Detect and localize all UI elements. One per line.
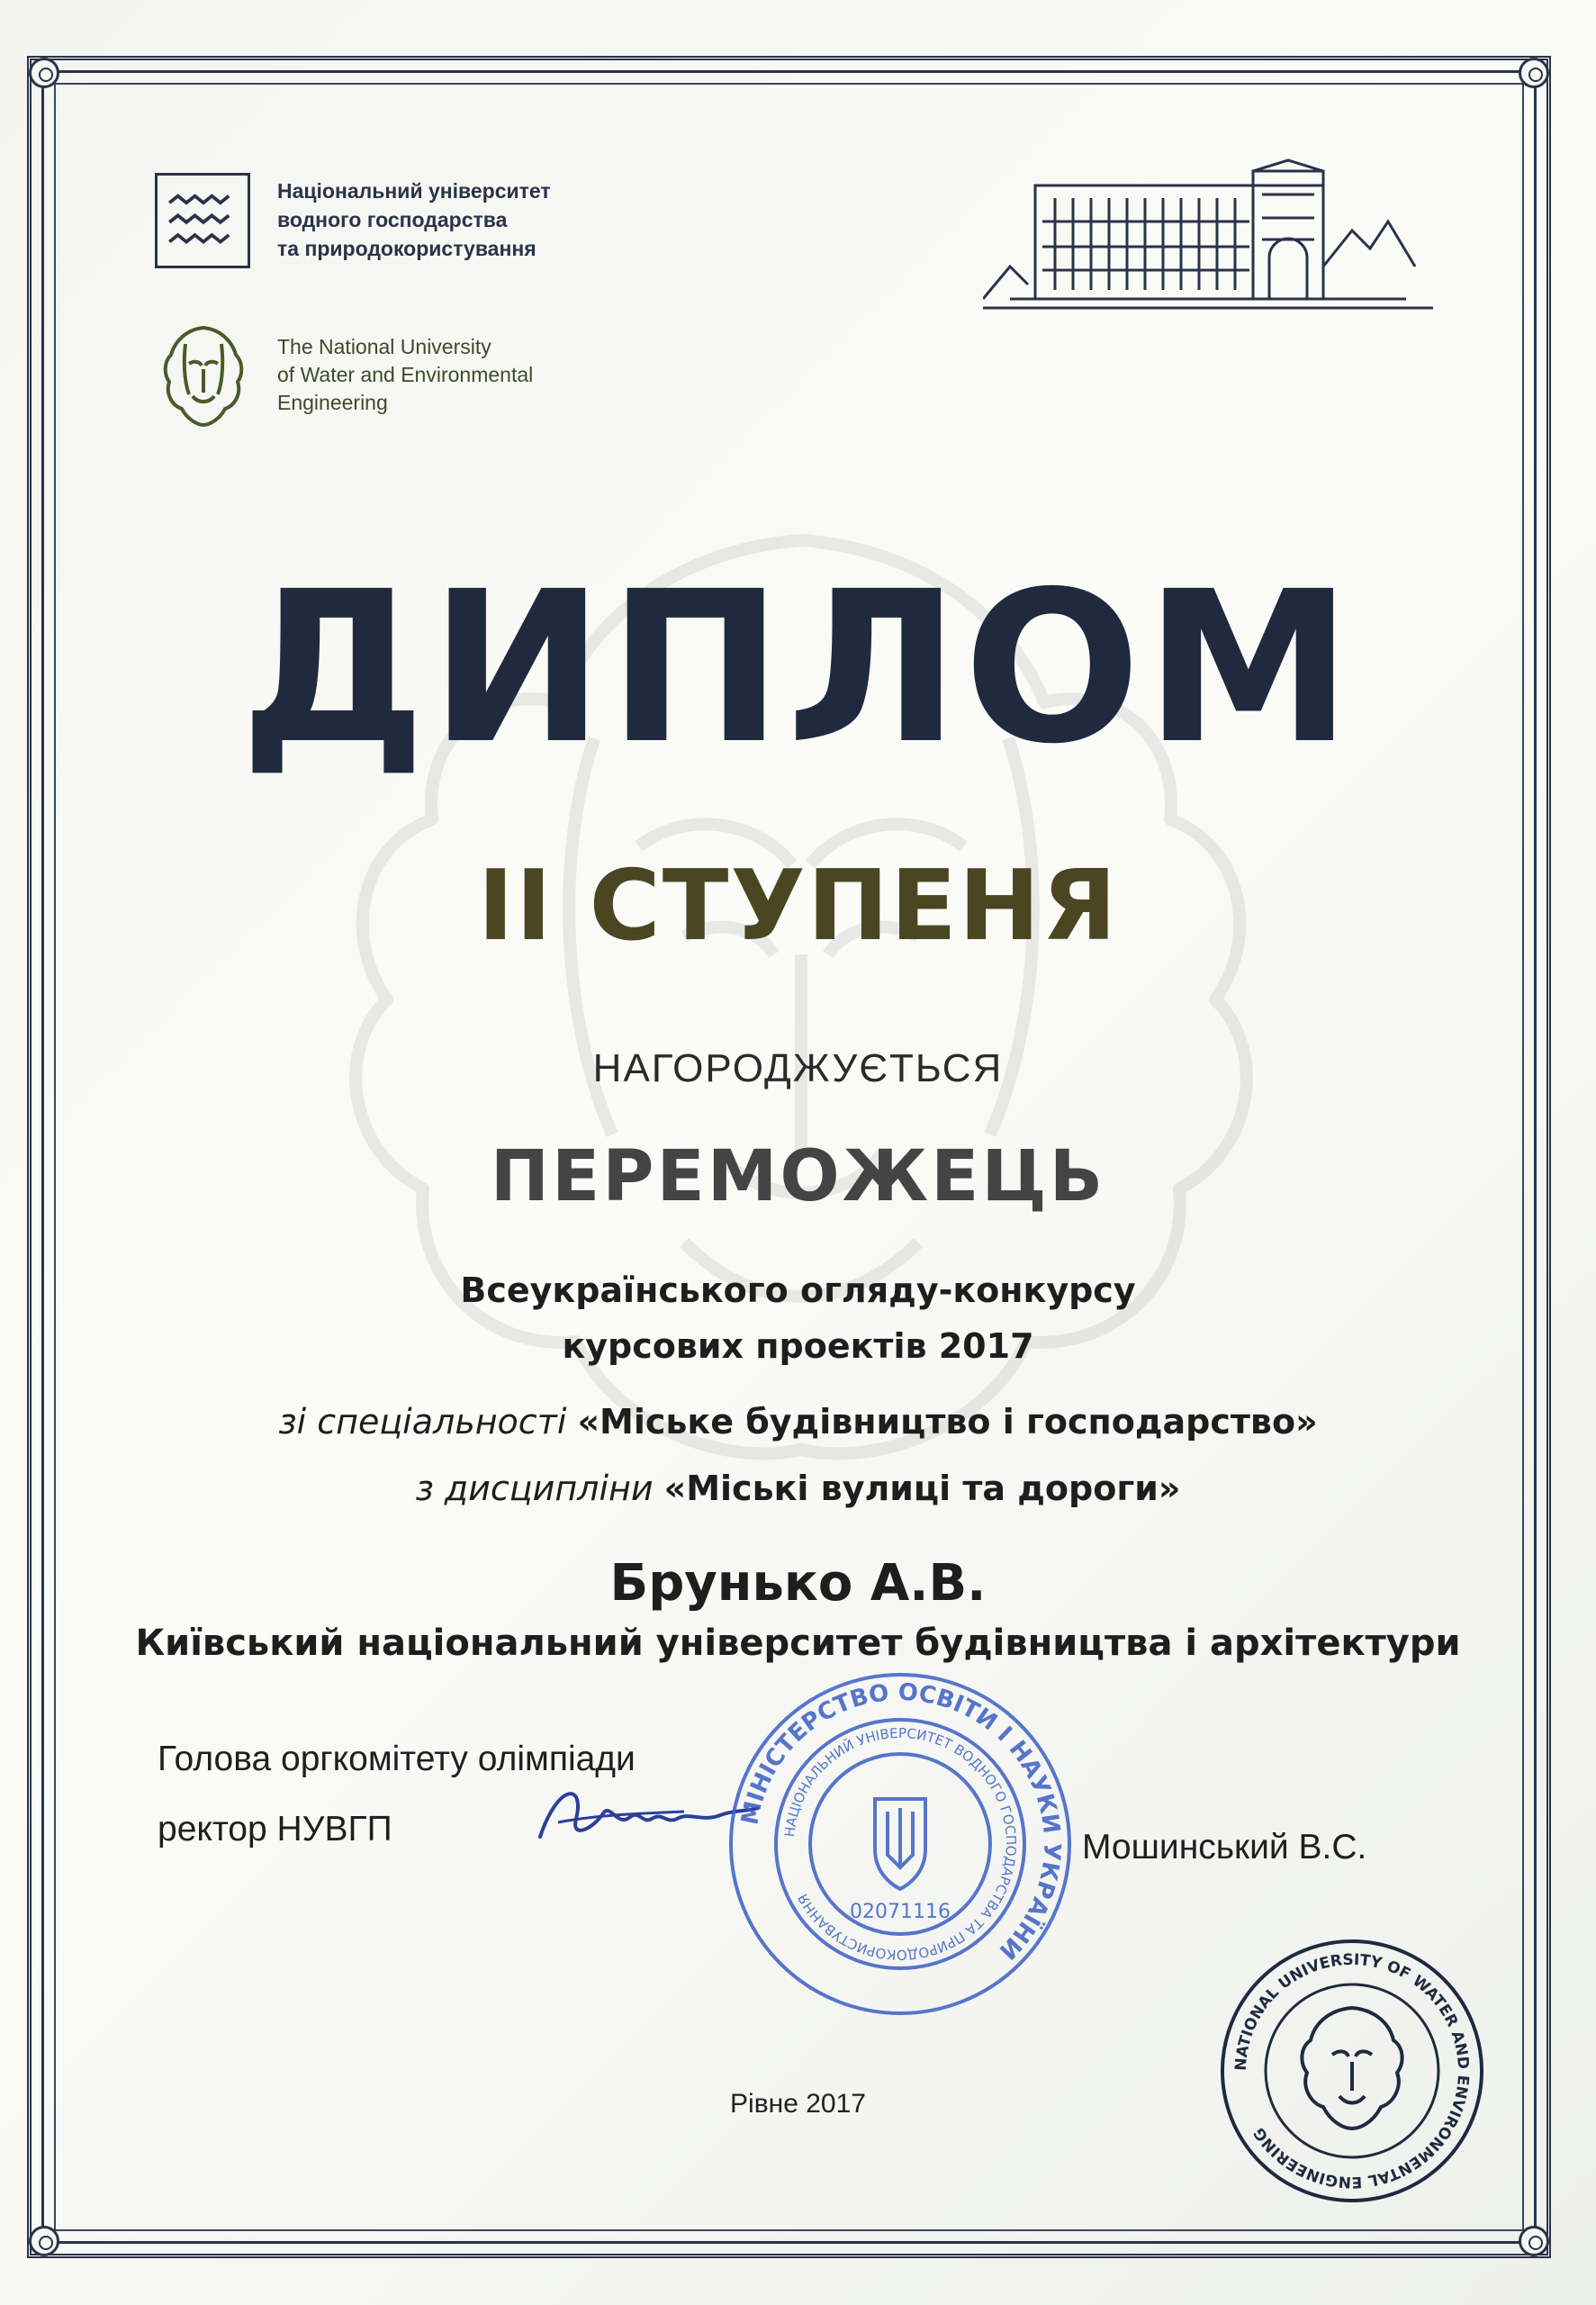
specialty-prefix: зі спеціальності xyxy=(278,1402,567,1442)
seal-text: NATIONAL UNIVERSITY OF WATER AND ENVIRONMENTAL ENGINEERING xyxy=(1231,1950,1473,2192)
signatory-role-line-2: ректор НУВГП xyxy=(158,1810,392,1849)
trident-emblem-icon xyxy=(875,1799,925,1889)
city-year: Рівне 2017 xyxy=(730,2089,866,2119)
waves-logo-icon xyxy=(155,173,250,268)
stamp-code: 02071116 xyxy=(850,1901,951,1923)
university-name-en: The National University of Water and Environmental Engineering xyxy=(277,335,534,414)
signatory-name: Мошинський В.С. xyxy=(1082,1828,1367,1867)
university-name-ua: Національний університет водного господарства та природокористування xyxy=(277,179,551,260)
university-building-icon xyxy=(983,158,1433,312)
competition-line-1: Всеукраїнського огляду-конкурсу xyxy=(460,1270,1136,1310)
specialty-line xyxy=(0,1399,1596,1444)
stamp-outer-text: МІНІСТЕРСТВО ОСВІТИ І НАУКИ УКРАЇНИ xyxy=(736,1678,1066,1965)
competition-line-2: курсових проектів 2017 xyxy=(562,1326,1034,1366)
lion-logo-icon xyxy=(158,322,248,430)
stamp-inner-text: НАЦІОНАЛЬНИЙ УНІВЕРСИТЕТ ВОДНОГО ГОСПОДАРСТВА ТА ПРИРОДОКОРИСТУВАННЯ xyxy=(781,1724,1020,1964)
awarded-label: НАГОРОДЖУЄТЬСЯ xyxy=(592,1046,1004,1090)
diploma-degree: II СТУПЕНЯ xyxy=(477,850,1119,963)
discipline-prefix: з дисципліни xyxy=(415,1469,654,1508)
official-stamp xyxy=(720,1664,1080,2024)
signatory-role-line-1: Голова оргкомітету олімпіади xyxy=(158,1740,636,1778)
specialty-value: «Міське будівництво і господарство» xyxy=(577,1402,1318,1442)
recipient-name: Брунько А.В. xyxy=(609,1554,987,1613)
university-seal xyxy=(1217,1936,1487,2206)
corner-ornament-icon xyxy=(29,58,59,88)
corner-ornament-icon xyxy=(29,2226,59,2256)
recipient-university: Київський національний університет будівництва і архітектури xyxy=(135,1623,1461,1664)
discipline-line xyxy=(0,1466,1596,1511)
corner-ornament-icon xyxy=(1519,2226,1549,2256)
winner-label: ПЕРЕМОЖЕЦЬ xyxy=(490,1136,1106,1217)
diploma-title: ДИПЛОМ xyxy=(239,547,1357,790)
discipline-value: «Міські вулиці та дороги» xyxy=(663,1469,1181,1508)
corner-ornament-icon xyxy=(1519,58,1549,88)
